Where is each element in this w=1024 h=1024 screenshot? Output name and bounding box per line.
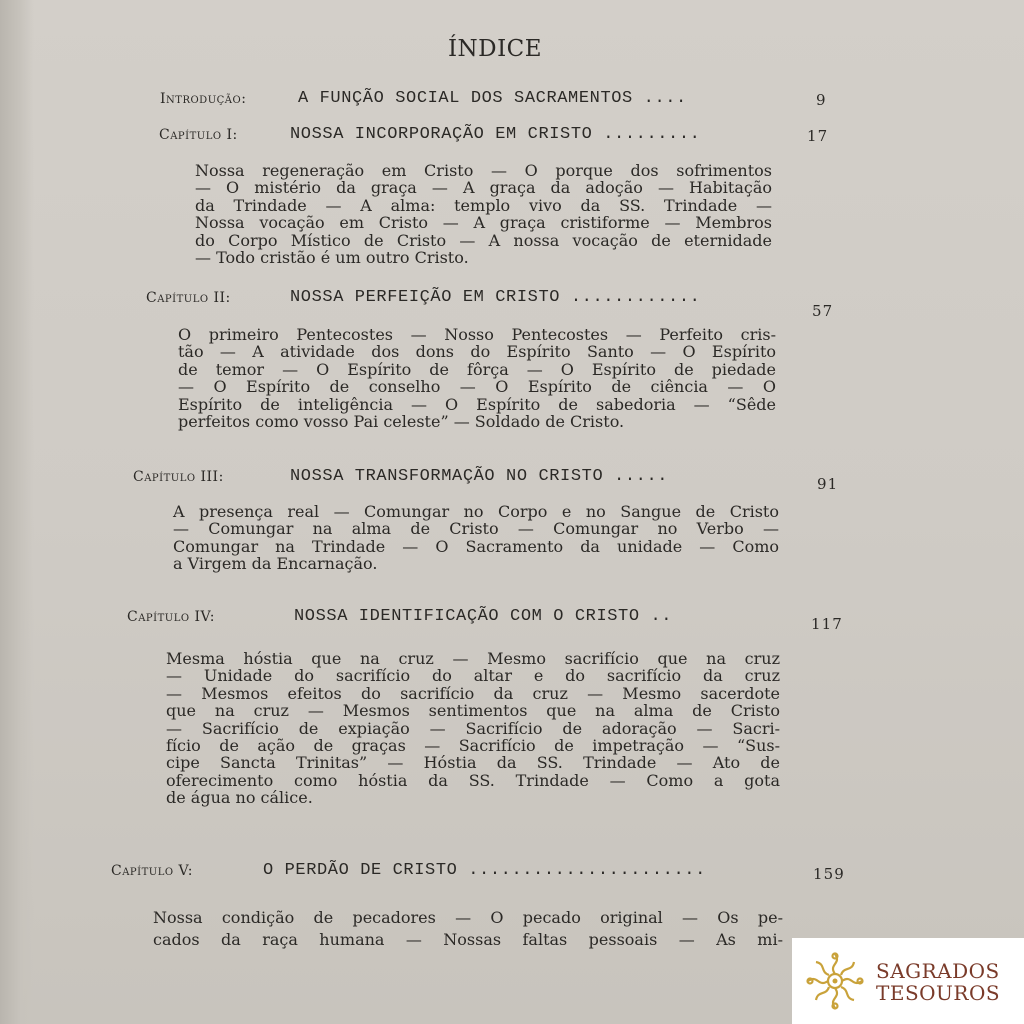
toc-entry-description [173,503,779,573]
toc-entry-description [195,162,772,266]
toc-entry-description [178,326,776,430]
toc-entry-page: 91 [817,475,839,493]
toc-entry-label: Introdução: [160,91,247,107]
description-line: cipe Sancta Trinitas” — Hóstia da SS. Trindade — Ato de [166,753,780,773]
toc-entry-title: NOSSA IDENTIFICAÇÃO COM O CRISTO .. [294,607,673,626]
description-line: tão — A atividade dos dons do Espírito Santo — O Espírito [178,342,776,362]
description-line: Nossa regeneração em Cristo — O porque dos sofrimentos [195,161,772,180]
description-line: da Trindade — A alma: templo vivo da SS. Trindade — [195,195,772,215]
toc-entry-capitulo-3 [133,467,843,491]
toc-entry-description [153,907,783,951]
toc-entry-label: Capítulo I: [159,127,238,143]
description-line: — Sacrifício de expiação — Sacrifício de adoração — Sacri- [166,718,780,738]
toc-entry-title: NOSSA TRANSFORMAÇÃO NO CRISTO ..... [290,467,669,486]
toc-entry-capitulo-2 [146,288,836,320]
toc-entry-introducao [160,89,830,113]
toc-entry-capitulo-1 [159,125,839,149]
description-line: A presença real — Comungar no Corpo e no Sangue de Cristo [173,502,779,521]
toc-entry-title: A FUNÇÃO SOCIAL DOS SACRAMENTOS .... [298,89,687,108]
description-line: que na cruz — Mesmos sentimentos que na alma de Cristo [166,701,780,721]
description-line: O primeiro Pentecostes — Nosso Pentecostes — Perfeito cris- [178,325,776,344]
description-line: fício de ação de graças — Sacrifício de impetração — “Sus- [166,736,780,756]
toc-entry-capitulo-5 [111,861,851,885]
toc-entry-page: 117 [811,615,843,633]
description-line: perfeitos como vosso Pai celeste” — Soldado de Cristo. [178,412,625,432]
description-line: Mesma hóstia que na cruz — Mesmo sacrifício que na cruz [166,649,780,668]
description-line: — O Espírito de conselho — O Espírito de ciência — O [178,377,776,397]
description-line: oferecimento como hóstia da SS. Trindade — Como a gota [166,770,780,790]
toc-entry-page: 57 [812,302,834,320]
toc-entry-capitulo-4 [127,607,847,631]
description-line: Espírito de inteligência — O Espírito de sabedoria — “Sêde [178,394,776,414]
page-title: ÍNDICE [447,36,543,62]
description-line: Comungar na Trindade — O Sacramento da unidade — Como [173,536,779,556]
page-gutter [0,0,34,1024]
watermark-line2: TESOUROS [876,981,1001,1005]
watermark-line1: SAGRADOS [876,959,1000,983]
description-line: Nossa vocação em Cristo — A graça cristiforme — Membros [195,213,772,233]
toc-entry-description [166,650,780,807]
toc-entry-label: Capítulo III: [133,469,224,485]
toc-entry-page: 9 [816,91,827,109]
description-line: a Virgem da Encarnação. [173,554,378,574]
toc-entry-page: 159 [813,865,845,883]
description-line: cados da raça humana — Nossas faltas pessoais — As mi- [153,930,783,949]
description-line: Nossa condição de pecadores — O pecado original — Os pe- [153,908,783,927]
toc-entry-label: Capítulo IV: [127,609,215,625]
description-line: — Mesmos efeitos do sacrifício da cruz — Mesmo sacerdote [166,683,780,703]
description-line: — Comungar na alma de Cristo — Comungar no Verbo — [173,519,779,539]
description-line: de água no cálice. [166,788,313,808]
toc-entry-label: Capítulo II: [146,290,231,306]
toc-entry-title: NOSSA PERFEIÇÃO EM CRISTO ............ [290,288,701,307]
toc-entry-page: 17 [807,127,829,145]
watermark-logo [792,938,1024,1024]
watermark-text [876,960,1018,1004]
description-line: — O mistério da graça — A graça da adoção — Habitação [195,178,772,198]
ornament-icon [804,950,866,1012]
toc-entry-title: O PERDÃO DE CRISTO ...................... [263,861,706,880]
description-line: de temor — O Espírito de fôrça — O Espírito de piedade [178,359,776,379]
description-line: — Todo cristão é um outro Cristo. [195,248,469,268]
toc-entry-title: NOSSA INCORPORAÇÃO EM CRISTO ......... [290,125,701,144]
description-line: — Unidade do sacrifício do altar e do sacrifício da cruz [166,666,780,686]
toc-entry-label: Capítulo V: [111,863,193,879]
description-line: do Corpo Místico de Cristo — A nossa vocação de eternidade [195,230,772,250]
